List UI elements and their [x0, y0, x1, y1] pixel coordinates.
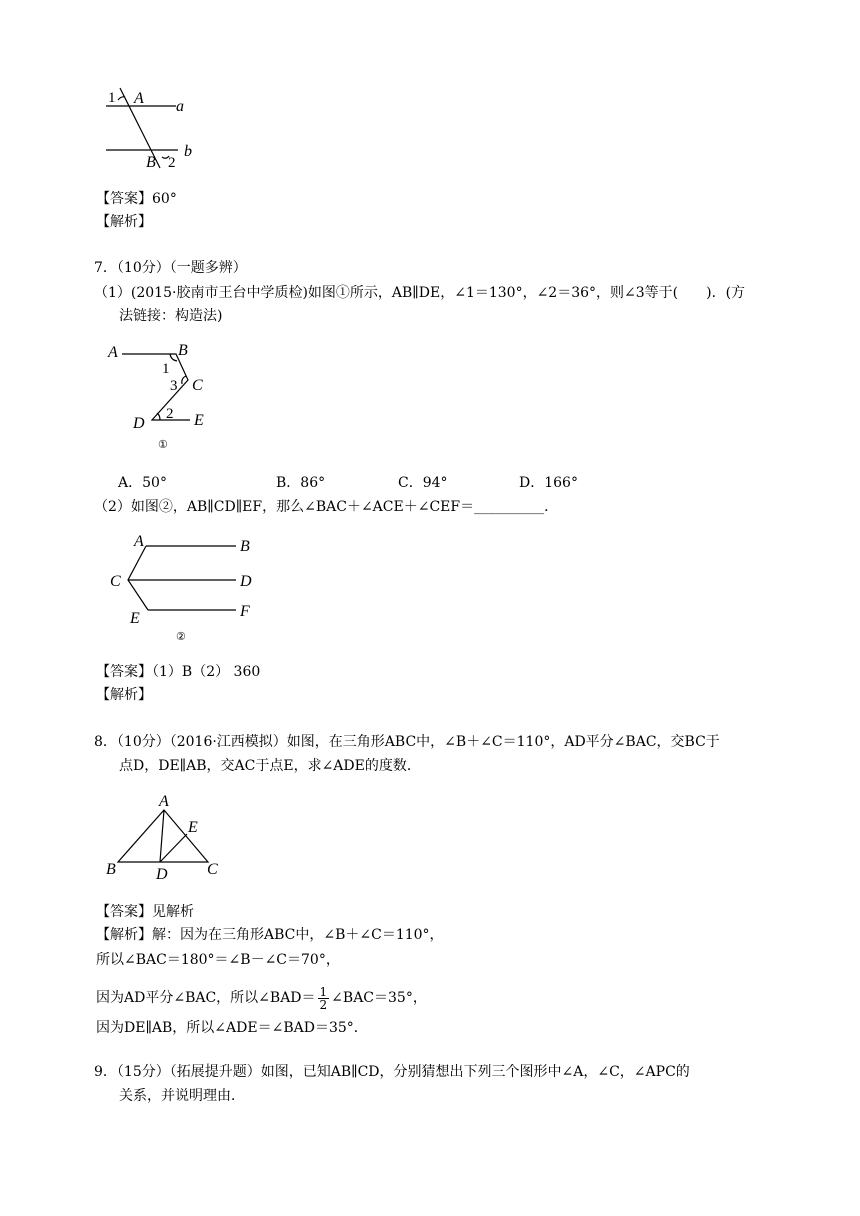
solution-text: 解：因为在三角形ABC中，∠B＋∠C＝110°，: [152, 927, 444, 943]
fig8-label-D: D: [156, 866, 168, 883]
fig1-label-E: E: [194, 412, 204, 429]
answer-value: （1）B（2） 360: [152, 664, 261, 680]
q8-solution-line1: [96, 926, 444, 944]
analysis-tag: 【解析】: [96, 927, 152, 943]
q8-answer: [96, 903, 194, 921]
option-c-value: 94°: [422, 475, 448, 491]
option-c-label: C．: [398, 475, 423, 491]
answer-tag: 【答案】: [96, 664, 152, 680]
fig2-label-C: C: [110, 573, 121, 590]
fig8-label-B: B: [106, 861, 116, 878]
fig1-label-C: C: [192, 377, 203, 394]
fig2-label-D: D: [240, 573, 252, 590]
option-b-label: B．: [276, 475, 301, 491]
answer-value: 60°: [152, 191, 177, 207]
fig1-label-1: 1: [162, 361, 170, 377]
q7-part1-line1: （1）(2015·胶南市王台中学质检)如图①所示，AB∥DE，∠1＝130°，∠2＝36°，则∠3等于( )．(方: [94, 285, 746, 301]
q6-analysis-tag: 【解析】: [96, 214, 152, 230]
label-A: A: [134, 90, 144, 107]
label-B: B: [146, 154, 156, 171]
answer-tag: 【答案】: [96, 904, 152, 920]
fig2-label-E: E: [130, 610, 140, 627]
label-1: 1: [108, 90, 116, 106]
fig2-label-F: F: [240, 603, 250, 620]
label-b: b: [184, 143, 192, 160]
fig1-label-D: D: [133, 415, 145, 432]
q7-header: 7．（10分）（一题多辨）: [94, 260, 247, 276]
option-d-value: 166°: [544, 475, 578, 491]
solution-text-a: 因为AD平分∠BAC，所以∠BAD＝: [96, 990, 316, 1006]
answer-value: 见解析: [152, 904, 194, 920]
q9-header-line2: 关系，并说明理由．: [119, 1088, 245, 1104]
fraction-denominator: 2: [319, 997, 328, 1012]
q7-part1-line2: 法链接：构造法): [119, 308, 223, 324]
label-2: 2: [168, 155, 176, 171]
q7-analysis-tag: 【解析】: [96, 687, 152, 703]
fig1-label-2: 2: [166, 406, 174, 422]
q8-header-line2: 点D，DE∥AB，交AC于点E，求∠ADE的度数．: [119, 758, 421, 774]
q8-solution-line3: [96, 983, 427, 1013]
q8-header-line1: 8．（10分）（2016·江西模拟）如图，在三角形ABC中，∠B＋∠C＝110°，AD平分∠BAC，交BC于: [94, 734, 720, 750]
q8-solution-line4: 因为DE∥AB，所以∠ADE＝∠BAD＝35°．: [96, 1020, 368, 1036]
fig1-label-A: A: [108, 344, 118, 361]
fig8-label-E: E: [188, 819, 198, 836]
fig1-label-B: B: [178, 342, 188, 359]
label-a: a: [176, 98, 184, 115]
fig8-label-C: C: [207, 861, 218, 878]
option-a-label: A．: [118, 475, 143, 491]
solution-text-b: ∠BAC＝35°，: [331, 990, 427, 1006]
fig1-label-3: 3: [170, 378, 178, 394]
fig2-label-B: B: [240, 538, 250, 555]
option-b-value: 86°: [300, 475, 326, 491]
q7-part2: （2）如图②，AB∥CD∥EF，那么∠BAC＋∠ACE＋∠CEF＝__________．: [94, 499, 559, 515]
option-a-value: 50°: [142, 475, 167, 491]
answer-tag: 【答案】: [96, 191, 152, 207]
fig2-caption: ②: [176, 631, 186, 643]
q8-solution-line2: 所以∠BAC＝180°＝∠B－∠C＝70°，: [96, 952, 340, 968]
q9-header-line1: 9．（15分）（拓展提升题）如图，已知AB∥CD，分别猜想出下列三个图形中∠A，∠C，∠APC的: [94, 1064, 690, 1080]
fig1-caption: ①: [158, 439, 168, 451]
option-d-label: D．: [519, 475, 545, 491]
fig2-label-A: A: [134, 533, 144, 550]
fraction-one-half: [318, 986, 330, 1011]
fraction-numerator: 1: [319, 984, 328, 999]
fig8-label-A: A: [159, 793, 169, 810]
